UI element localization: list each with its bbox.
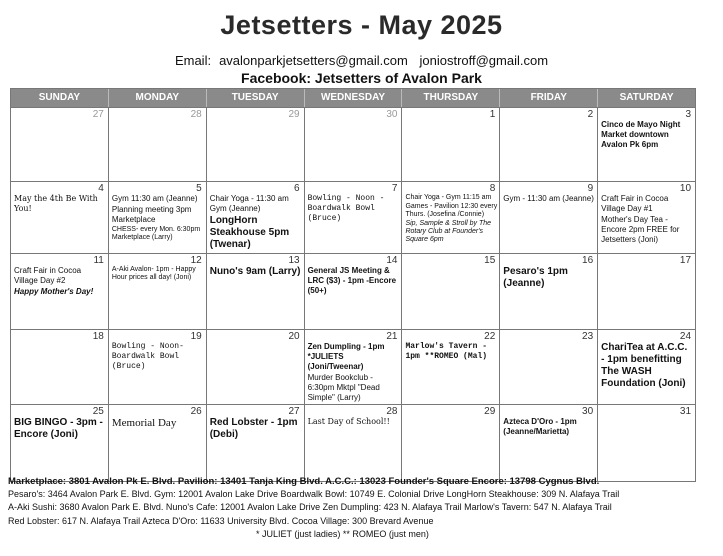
- calendar-event: May the 4th Be With You!: [14, 194, 98, 213]
- day-number: 21: [386, 331, 398, 342]
- footer-line-1: Marketplace: 3801 Avalon Pk E. Blvd. Pavilion: 13401 Tanja King Blvd. A.C.C.: 13023 Founder's Square Encore: 13798 Cygnus Blvd.: [8, 476, 600, 487]
- calendar-event: Craft Fair in Cocoa Village Day #2: [14, 266, 82, 285]
- day-cell[interactable]: [11, 254, 109, 329]
- day-cell[interactable]: [109, 254, 207, 329]
- day-cell[interactable]: [598, 405, 695, 481]
- day-number: 31: [679, 406, 692, 417]
- email-line: [0, 53, 723, 68]
- day-number: 13: [288, 255, 300, 266]
- day-number: 28: [386, 406, 398, 417]
- calendar-event: Azteca D'Oro - 1pm (Jeanne/Marietta): [503, 417, 577, 436]
- email-address-2[interactable]: joniostroff@gmail.com: [419, 53, 549, 68]
- day-number: 22: [484, 331, 496, 342]
- footer-line-4: Red Lobster: 617 N. Alafaya Trail Azteca D'Oro: 11633 University Blvd. Cocoa Village: 300 Brevard Avenue: [8, 515, 434, 526]
- day-number: 26: [190, 406, 202, 417]
- day-cell[interactable]: [598, 330, 695, 404]
- calendar-event: Last Day of School!!: [307, 417, 390, 426]
- day-cell[interactable]: [500, 254, 598, 329]
- calendar-event: General JS Meeting & LRC ($3) - 1pm -Encore (50+): [307, 266, 397, 295]
- calendar-event: Nuno's 9am (Larry): [209, 266, 301, 277]
- calendar-event: Happy Mother's Day!: [14, 287, 94, 296]
- day-cell[interactable]: [402, 330, 500, 404]
- day-number: 24: [679, 331, 692, 342]
- day-number: 17: [679, 255, 692, 266]
- calendar-event: CHESS- every Mon. 6:30pm Marketplace (Larry): [111, 226, 201, 241]
- day-cell[interactable]: [207, 330, 305, 404]
- day-number: 27: [288, 406, 300, 417]
- weekday-header: WEDNESDAY: [305, 89, 403, 107]
- weekday-header: THURSDAY: [402, 89, 500, 107]
- calendar-event: Craft Fair in Cocoa Village Day #1: [601, 194, 669, 213]
- day-number: 25: [92, 406, 104, 417]
- weekday-header: MONDAY: [109, 89, 207, 107]
- weekday-header: TUESDAY: [207, 89, 305, 107]
- email-label: Email:: [174, 53, 212, 68]
- calendar-event: Games - Pavilion 12:30 every Thurs. (Josefina /Connie): [405, 203, 498, 218]
- calendar-event: Bowling - Noon - Boardwalk Bowl (Bruce): [307, 194, 385, 223]
- day-number: 18: [92, 331, 104, 342]
- day-number: 12: [190, 255, 202, 266]
- day-number: 8: [489, 183, 496, 194]
- day-number: 14: [386, 255, 398, 266]
- day-number: 28: [190, 109, 202, 120]
- day-cell[interactable]: [109, 182, 207, 253]
- day-cell[interactable]: [109, 405, 207, 481]
- day-number: 11: [93, 255, 104, 266]
- day-cell[interactable]: [598, 108, 695, 181]
- day-number: 29: [288, 109, 300, 120]
- day-cell[interactable]: [402, 182, 500, 253]
- calendar-event: Red Lobster - 1pm (Debi): [209, 417, 298, 440]
- day-cell[interactable]: [500, 330, 598, 404]
- week-row: [11, 404, 695, 481]
- day-number: 10: [679, 183, 692, 194]
- day-cell[interactable]: [207, 182, 305, 253]
- day-cell[interactable]: [11, 108, 109, 181]
- day-cell[interactable]: [109, 330, 207, 404]
- calendar-event: ChariTea at A.C.C. - 1pm benefitting The WASH Foundation (Joni): [601, 342, 688, 389]
- day-cell[interactable]: [402, 254, 500, 329]
- week-row: [11, 181, 695, 253]
- day-number: 3: [685, 109, 692, 120]
- day-cell[interactable]: [207, 254, 305, 329]
- day-cell[interactable]: [598, 254, 695, 329]
- day-cell[interactable]: [305, 254, 403, 329]
- calendar-event: Sip, Sample & Stroll by The Rotary Club at Founder's Square 6pm: [405, 220, 492, 243]
- calendar-event: Murder Bookclub - 6:30pm Mktpl "Dead Simple" (Larry): [307, 373, 380, 402]
- calendar-event: Planning meeting 3pm Marketplace: [111, 205, 192, 224]
- calendar-event: Pesaro's 1pm (Jeanne): [503, 266, 568, 289]
- day-number: 7: [391, 183, 398, 194]
- day-number: 6: [294, 183, 300, 194]
- weekday-header: SUNDAY: [11, 89, 109, 107]
- footer-addresses: [8, 475, 708, 541]
- day-cell[interactable]: [207, 108, 305, 181]
- calendar-event: Gym 11:30 am (Jeanne): [111, 194, 198, 203]
- day-number: 15: [484, 255, 496, 266]
- day-number: 1: [489, 109, 496, 120]
- weekday-header: FRIDAY: [500, 89, 598, 107]
- calendar-event: Chair Yoga - 11:30 am Gym (Jeanne): [209, 194, 289, 213]
- week-row: [11, 253, 695, 329]
- day-cell[interactable]: [500, 405, 598, 481]
- footer-line-3: A-Aki Sushi: 3680 Avalon Park E. Blvd. Nuno's Cafe: 12001 Avalon Lake Drive Zen Dumpling: 423 N. Alafaya Trail Marlow's Tavern: 547 N. Alafaya Trail: [8, 502, 612, 513]
- day-number: 30: [386, 109, 398, 120]
- day-cell[interactable]: [11, 330, 109, 404]
- calendar-event: Marlow's Tavern - 1pm **ROMEO (Mal): [405, 342, 488, 361]
- day-number: 27: [92, 109, 104, 120]
- day-number: 2: [587, 109, 594, 120]
- calendar-event: Cinco de Mayo Night Market downtown Avalon Pk 6pm: [601, 120, 681, 149]
- week-row: [11, 329, 695, 404]
- day-number: 4: [98, 183, 104, 194]
- day-number: 29: [484, 406, 496, 417]
- calendar-event: Chair Yoga - Gym 11:15 am: [405, 194, 492, 201]
- calendar-event: Gym - 11:30 am (Jeanne): [503, 194, 594, 203]
- day-cell[interactable]: [598, 182, 695, 253]
- day-cell[interactable]: [305, 182, 403, 253]
- day-cell[interactable]: [109, 108, 207, 181]
- calendar-event: Memorial Day: [111, 417, 177, 429]
- calendar-grid: [10, 88, 696, 482]
- calendar-weeks: [11, 107, 695, 481]
- day-number: 30: [582, 406, 594, 417]
- email-address-1[interactable]: avalonparkjetsetters@gmail.com: [219, 53, 408, 68]
- page-title: Jetsetters - May 2025: [220, 10, 503, 40]
- day-cell[interactable]: [207, 405, 305, 481]
- calendar-event: Mother's Day Tea - Encore 2pm FREE for Jetsetters (Joni): [601, 215, 680, 244]
- day-number: 9: [587, 183, 594, 194]
- day-cell[interactable]: [500, 182, 598, 253]
- footer-line-2: Pesaro's: 3464 Avalon Park E. Blvd. Gym: 12001 Avalon Lake Drive Boardwalk Bowl: 10749 E. Colonial Drive LongHorn Steakhouse: 309 N. Alafaya Trail: [8, 489, 620, 500]
- day-number: 20: [288, 331, 300, 342]
- day-number: 16: [582, 255, 594, 266]
- weekday-header: SATURDAY: [619, 92, 674, 103]
- day-number: 23: [582, 331, 594, 342]
- day-cell[interactable]: [402, 108, 500, 181]
- day-cell[interactable]: [305, 330, 403, 404]
- day-cell[interactable]: [402, 405, 500, 481]
- calendar-event: BIG BINGO - 3pm - Encore (Joni): [14, 417, 103, 440]
- footer-legend: * JULIET (just ladies) ** ROMEO (just men): [256, 528, 429, 539]
- day-cell[interactable]: [11, 405, 109, 481]
- facebook-line: Facebook: Jetsetters of Avalon Park: [241, 70, 482, 86]
- day-cell[interactable]: [305, 108, 403, 181]
- calendar-event: Bowling - Noon- Boardwalk Bowl (Bruce): [111, 342, 184, 371]
- day-cell[interactable]: [305, 405, 403, 481]
- day-number: 5: [196, 183, 202, 194]
- calendar-event: A-Aki Avalon- 1pm - Happy Hour prices all day! (Joni): [111, 266, 196, 281]
- weekday-header-row: [11, 89, 695, 107]
- calendar-event: Zen Dumpling - 1pm *JULIETS (Joni/Tweenar): [307, 342, 385, 371]
- week-row: [11, 107, 695, 181]
- day-number: 19: [190, 331, 202, 342]
- calendar-event: LongHorn Steakhouse 5pm (Twenar): [209, 215, 290, 250]
- day-cell[interactable]: [500, 108, 598, 181]
- day-cell[interactable]: [11, 182, 109, 253]
